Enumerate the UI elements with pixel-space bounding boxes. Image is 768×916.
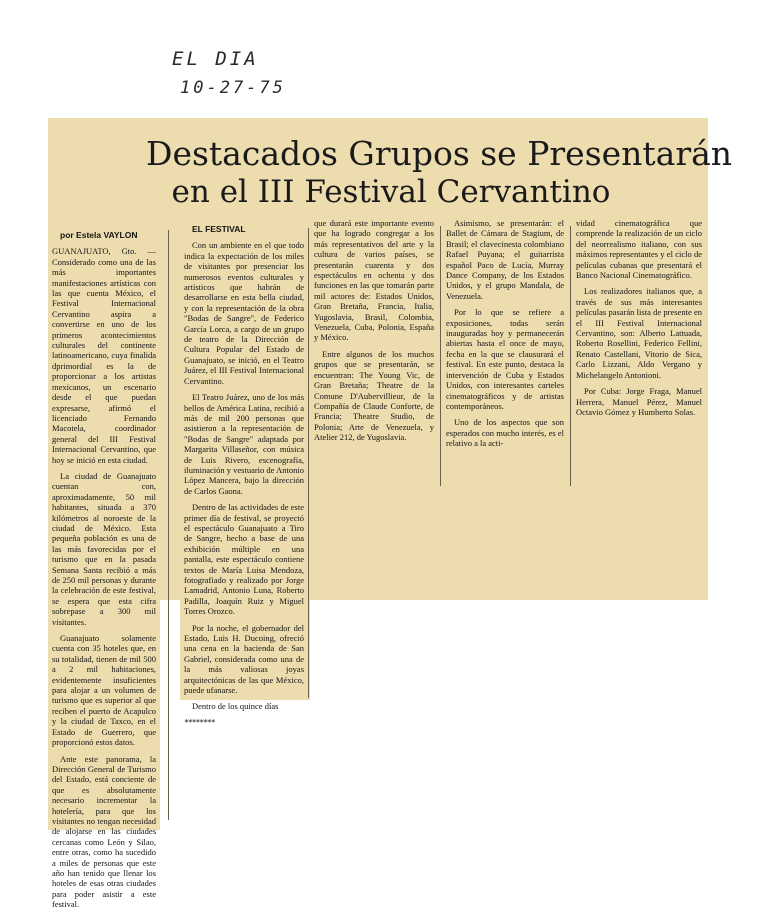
column-rule	[570, 226, 571, 486]
paragraph: Con un ambiente en el que todo indica la expectación de los miles de visitantes por presenciar los numerosos eventos culturales y artísticos que habrán de desarrollarse en esta bella ciudad, y con la representación de la obra "Bodas de Sangre", de Federico García Lorca, a cargo de un grupo de teatro de la Dirección de Cultura Popular del Estado de Guanajuato, se inició, en el Teatro Juárez, el III Festival Internacional Cervantino.	[184, 240, 304, 386]
end-mark: ********	[184, 717, 215, 727]
handwritten-date: 10-27-75	[180, 78, 286, 98]
paragraph: Entre algunos de los muchos grupos que se presentarán, se encuentran: The Young Vic, de Gran Bretaña; Theatre de la Comune D'Aubervillieur, de la Compañía de Claude Conforte, de Francia; Theatre Studio, de Polonia; Arte de Venezuela, y Atelier 212, de Yugoslavia.	[314, 348, 434, 443]
paragraph: Guanajuato solamente cuenta con 35 hoteles que, en su totalidad, tienen de mil 500 a 2 mil habitaciones, evidentemente insuficientes para alojar a un volumen de turismo que es superior al que reciben el puerto de Acapulco y la ciudad de Taxco, en el Estado de Guerrero, que proporcionó estos datos.	[52, 633, 156, 748]
headline-line-1: Destacados Grupos se Presentarán	[146, 134, 733, 173]
paragraph: Por lo que se refiere a exposiciones, todas serán inauguradas hoy y permanecerán abiertas hasta el once de mayo, fecha en la que se clausurará el festival. En este punto, destaca la intervención de Cuba y Estados Unidos, con interesantes carteles cinematográficos y de artistas contemporáneos.	[446, 307, 564, 411]
article-column-4	[446, 218, 564, 455]
paragraph: La ciudad de Guanajuato cuentan con, aproximadamente, 50 mil habitantes, situada a 370 kilómetros al noroeste de la ciudad de México. Esta pequeña población es una de las más favorecidas por el turismo que en la pasada Semana Santa recibió a más de 250 mil personas y durante la celebración de este festival, se espera que esta cifra sobrepase a 300 mil visitantes.	[52, 470, 156, 627]
article-column-1	[52, 230, 156, 916]
paragraph: Dentro de los quince días	[192, 701, 279, 712]
paragraph: Los realizadores italianos que, a través de sus más interesantes películas pasarán lista de presente en el III Festival Internacional Cervantino, son: Alberto Lattuada, Roberto Rosellini, Federico Fellini, Renato Castellani, Vitorio de Sica, Carlo Lizzani, Aldo Vergano y Michelangelo Antonioni.	[576, 286, 702, 380]
article-column-3	[314, 218, 434, 449]
paragraph: Uno de los aspectos que son esperados con mucho interés, es el relativo a la acti-	[446, 417, 564, 449]
paragraph: Asimismo, se presentarán: el Ballet de Cámara de Stagium, de Brasil; el clavecinesta colombiano Rafael Puyana; el guitarrista español Paco de Lucía, Murray Dance Company, de los Estados Unidos, y el grupo Mandala, de Venezuela.	[446, 218, 564, 301]
newspaper-clipping	[48, 118, 733, 910]
paragraph: Dentro de las actividades de este primer día de festival, se proyectó el espectáculo Guanajuato a Tiro de Sangre, hecho a base de una exhibición múltiple en una pantalla, este espectáculo contiene textos de María Luisa Mendoza, fotografiado y realizado por Jorge Lamadrid, Antonio Luna, Roberto Padilla, Joaquín Ruiz y Miguel Torres Orozco.	[184, 502, 304, 617]
column-rule	[308, 228, 309, 698]
paragraph: vidad cinematográfica que comprende la realización de un ciclo del neorrealismo italiano, con sus máximos representantes y el ciclo de películas cubanas que presentará el Banco Nacional Cinematográfico.	[576, 218, 702, 281]
paragraph: que durará este importante evento que ha logrado congregar a los más representativos del arte y la cultura de varios países, se presentarán cuarenta y dos espectáculos en ochenta y dos funciones en las que tomarán parte mil actores de: Estados Unidos, Gran Bretaña, Francia, Italia, Yugoslavia, Brasil, Colombia, Venezuela, Cuba, Polonia, España y México.	[314, 218, 434, 343]
paragraph: Ante este panorama, la Dirección General de Turismo del Estado, está conciente de que es absolutamente necesario incrementar la hotelería, para que los visitantes no tengan necesidad de alojarse en las ciudades cercanas como León y Silao, entre otras, como ha sucedido a miles de personas que este año han tenido que llenar los hoteles de esas otras ciudades para poder asistir a este festival.	[52, 753, 156, 910]
paragraph: Por Cuba: Jorge Fraga, Manuel Herrera, Manuel Pérez, Manuel Octavio Gómez y Humberto Solas.	[576, 386, 702, 417]
article-column-2	[184, 224, 304, 728]
headline-line-2: en el III Festival Cervantino	[171, 174, 611, 210]
column-rule	[440, 226, 441, 486]
handwritten-newspaper-name: EL DIA	[172, 48, 259, 70]
byline: por Estela VAYLON	[60, 230, 138, 240]
paragraph: Por la noche, el gobernador del Estado, Luis H. Ducoing, ofreció una cena en la hacienda de San Gabriel, considerada como una de la más valiosas joyas arquitectónicas de las que México, puede ufanarse.	[184, 622, 304, 696]
paragraph: GUANAJUATO, Gto. — Considerado como una de las más importantes manifestaciones artísticas con las que cuenta México, el Festival Internacional Cervantino aspira a convertirse en uno de los primeros acontecimientos culturales del continente latinoamericano, cuya finalida dprimordial es la de proporcionar a los artistas mexicanos, un escenario desde el que puedan expresarse, afirmó el licenciado Fernando Macotela, coordinador general del III Festival Internacional Cervantino, que hoy se inició en esta ciudad.	[52, 246, 156, 465]
section-heading: EL FESTIVAL	[192, 224, 246, 234]
paragraph: El Teatro Juárez, uno de los más bellos de América Latina, recibió a más de mil 200 personas que asistieron a la representación de "Bodas de Sangre" adaptada por Margarita Villaseñor, con música de Luis Rivero, escenografía, iluminación y vestuario de Antonio López Mancera, bajo la dirección de Carlos Gaona.	[184, 392, 304, 496]
article-column-5	[576, 218, 702, 423]
column-rule	[168, 230, 169, 820]
